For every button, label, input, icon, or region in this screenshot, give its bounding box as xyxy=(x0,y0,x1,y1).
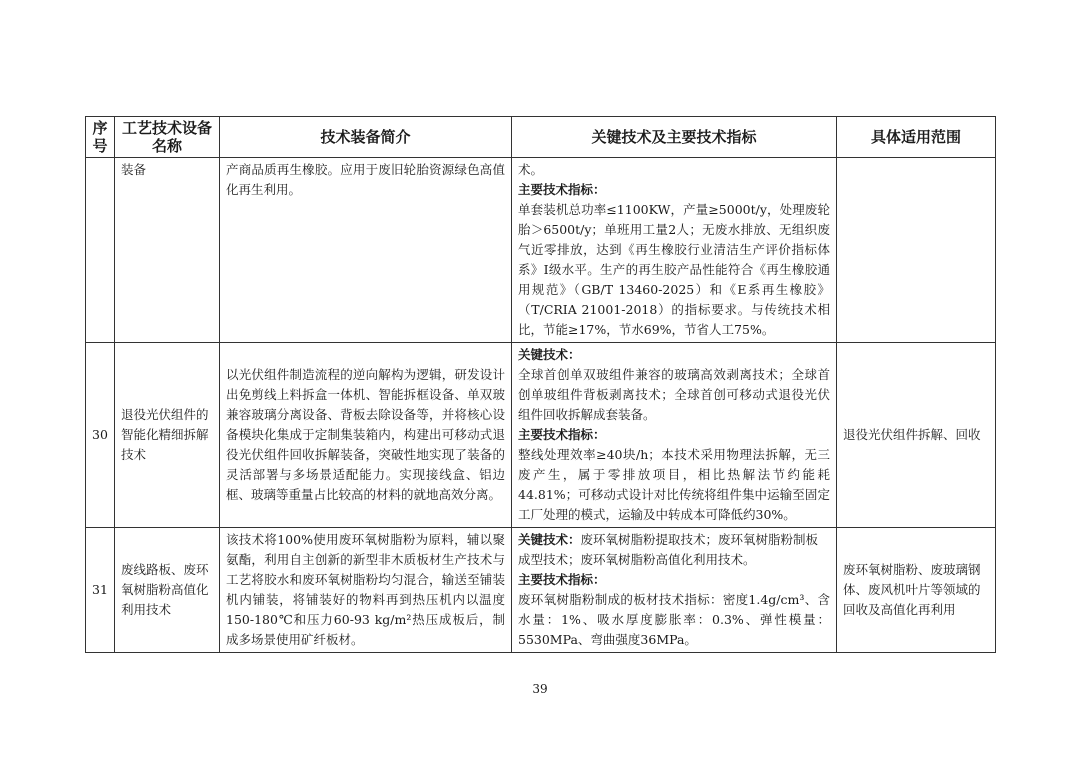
row-equipment-intro: 该技术将100%使用废环氧树脂粉为原料，辅以聚氨酯，利用自主创新的新型非木质板材生产技术与工艺将胶水和废环氧树脂粉均匀混合，输送至铺装机内铺装，将铺装好的物料再到热压机内以温度150-180℃和压力60-93 kg/m²热压成板后，制成多场景使用矿纤板材。 xyxy=(220,528,512,653)
table-row xyxy=(86,528,996,653)
page-number: 39 xyxy=(532,682,548,696)
row-equipment-name: 废线路板、废环氧树脂粉高值化利用技术 xyxy=(115,528,220,653)
row-key-technology-cell xyxy=(512,158,837,343)
key-indicators-text: 整线处理效率≥40块/h；本技术采用物理法拆解，无三废产生，属于零排放项目，相比热解法节约能耗44.81%；可移动式设计对比传统将组件集中运输至固定工厂处理的模式，运输及中转成本可降低约30%。 xyxy=(518,447,830,522)
key-indicators-heading: 主要技术指标： xyxy=(518,427,606,442)
row-serial-number xyxy=(86,158,115,343)
row-key-technology-cell xyxy=(512,343,837,528)
key-technology-heading: 关键技术： xyxy=(518,347,581,362)
key-indicators-heading: 主要技术指标： xyxy=(518,572,606,587)
header-key-technology: 关键技术及主要技术指标 xyxy=(512,117,837,158)
row-serial-number: 31 xyxy=(86,528,115,653)
header-application-scope: 具体适用范围 xyxy=(837,117,996,158)
row-equipment-intro: 以光伏组件制造流程的逆向解构为逻辑，研发设计出免剪线上料拆盒一体机、智能拆框设备、单双玻兼容玻璃分离设备、背板去除设备等，并将核心设备模块化集成于定制集装箱内，构建出可移动式退役光伏组件回收拆解装备，突破性地实现了装备的灵活部署与多场景适配能力。实现接线盒、铝边框、玻璃等重量占比较高的材料的就地高效分离。 xyxy=(220,343,512,528)
key-technology-text: 废环氧树脂粉提取技术；废环氧树脂粉制板成型技术；废环氧树脂粉高值化利用技术。 xyxy=(518,532,819,567)
table-row xyxy=(86,158,996,343)
row-serial-number: 30 xyxy=(86,343,115,528)
table-header-row xyxy=(86,117,996,158)
row-equipment-intro: 产商品质再生橡胶。应用于废旧轮胎资源绿色高值化再生利用。 xyxy=(220,158,512,343)
technology-table xyxy=(85,116,996,653)
header-equipment-intro: 技术装备简介 xyxy=(220,117,512,158)
row-equipment-name: 装备 xyxy=(115,158,220,343)
row-application-scope: 废环氧树脂粉、废玻璃钢体、废风机叶片等领域的回收及高值化再利用 xyxy=(837,528,996,653)
row-equipment-name: 退役光伏组件的智能化精细拆解技术 xyxy=(115,343,220,528)
key-indicators-text: 单套装机总功率≤1100KW，产量≥5000t/y，处理废轮胎＞6500t/y；单班用工量2人；无废水排放、无组织废气近零排放，达到《再生橡胶行业清洁生产评价指标体系》I级水平。生产的再生胶产品性能符合《再生橡胶通用规范》（GB/T 13460-2025）和《E系再生橡胶》（T/CRIA 21001-2018）的指标要求。与传统技术相比，节能≥17%，节水69%，节省人工75%。 xyxy=(518,202,830,337)
row-application-scope xyxy=(837,158,996,343)
row-application-scope: 退役光伏组件拆解、回收 xyxy=(837,343,996,528)
key-technology-lead-text: 术。 xyxy=(518,162,544,177)
header-serial-number: 序号 xyxy=(86,117,115,158)
key-technology-text: 全球首创单双玻组件兼容的玻璃高效剥离技术；全球首创单玻组件背板剥离技术；全球首创可移动式退役光伏组件回收拆解成套装备。 xyxy=(518,367,830,422)
key-technology-heading: 关键技术： xyxy=(518,532,581,547)
key-indicators-heading: 主要技术指标： xyxy=(518,182,606,197)
row-key-technology-cell xyxy=(512,528,837,653)
key-indicators-text: 废环氧树脂粉制成的板材技术指标：密度1.4g/cm³、含水量：1%、吸水厚度膨胀率：0.3%、弹性模量：5530MPa、弯曲强度36MPa。 xyxy=(518,592,830,647)
table-row xyxy=(86,343,996,528)
header-equipment-name: 工艺技术设备名称 xyxy=(115,117,220,158)
